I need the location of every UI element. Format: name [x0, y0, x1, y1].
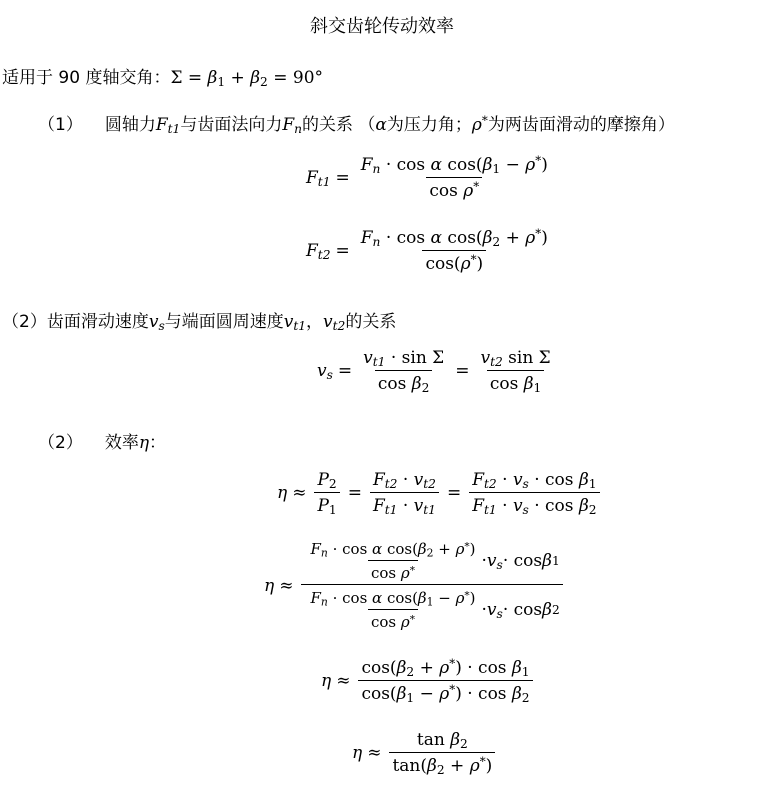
section-3-text-b: ：	[149, 433, 167, 453]
equation-eta-1: η ≈ $\frac{P_2}{P_1}$ = $\frac{F_{t2} \cdot v_{t2}}{F_{t1} \cdot v_{t1}}$ = $\frac{F_{t2} \cdot v_s \cdot \cos \beta_1}{F_{t1} \cdot v_s \cdot \cos \beta_2}$	[277, 470, 603, 516]
page-title: 斜交齿轮传动效率	[310, 16, 454, 37]
equation-eta-2: η ≈ $\frac{F_n \cdot \cos \alpha \cos(\beta_2 + \rho^*)}{\cos \rho^*}$ · $v_s$ · cos β 1 $\frac{F_n \cdot \cos \alpha \cos(\beta_1 - \rho^*)}{\cos \rho^*}$ · $v_s$ · cos β 2	[264, 540, 566, 631]
section-2-text-a: 齿面滑动速度	[46, 312, 149, 332]
symbol-vt1: $v_{t1}$	[283, 312, 307, 334]
symbol-eta: η	[138, 433, 150, 453]
section-1-text-c: 的关系 （	[302, 115, 376, 135]
applicability-formula: $\Sigma = \beta_1 + \beta_2 = 90^\circ$	[170, 68, 324, 90]
section-2-heading	[2, 307, 396, 332]
section-1-text-e: 为两齿面滑动的摩擦角）	[487, 115, 675, 135]
symbol-vt2: $v_{t2}$	[323, 312, 346, 334]
equation-eta-3: η ≈ $\frac{\cos(\beta_2 + \rho^*) \cdot \cos \beta_1}{\cos(\beta_1 - \rho^*) \cdot \cos \beta_2}$	[321, 658, 536, 704]
section-1-heading	[38, 110, 675, 135]
symbol-ft1: $F_{t1}$	[155, 115, 181, 137]
applicability-text: 适用于 90 度轴交角：	[2, 68, 171, 88]
section-3-text-a: 效率	[104, 433, 139, 453]
symbol-alpha: α	[375, 115, 387, 135]
symbol-fn: $F_n$	[282, 115, 303, 137]
equation-ft1: $F_{t1}$ = $\frac{F_n \cdot \cos \alpha \cos(\beta_1 - \rho^*)}{\cos \rho^*}$	[306, 153, 548, 201]
section-2-text-d: 的关系	[345, 312, 397, 332]
equation-ft2: $F_{t2}$ = $\frac{F_n \cdot \cos \alpha \cos(\beta_2 + \rho^*)}{\cos(\rho^*)}$	[306, 226, 548, 274]
section-3-label: （2）	[38, 433, 83, 453]
section-3-heading	[38, 428, 166, 453]
section-1-text-b: 与齿面法向力	[180, 115, 283, 135]
section-2-text-c: ，	[306, 312, 324, 332]
section-2-label: （2）	[2, 312, 47, 332]
section-2-text-b: 与端面圆周速度	[164, 312, 284, 332]
applicability-line	[2, 63, 323, 88]
section-1-label: （1）	[38, 115, 83, 135]
symbol-vs: $v_s$	[148, 312, 165, 334]
equation-vs: $v_s$ = $\frac{v_{t1} \cdot \sin \Sigma}{\cos \beta_2}$ = $\frac{v_{t2} \sin \Sigma}{\cos \beta_1}$	[317, 348, 551, 396]
symbol-rho: ρ*	[471, 113, 488, 135]
section-1-text-d: 为压力角；	[386, 115, 472, 135]
section-1-text-a: 圆轴力	[104, 115, 156, 135]
equation-eta-4: η ≈ $\frac{\tan \beta_2}{\tan(\beta_2 + \rho^*)}$	[352, 730, 498, 776]
